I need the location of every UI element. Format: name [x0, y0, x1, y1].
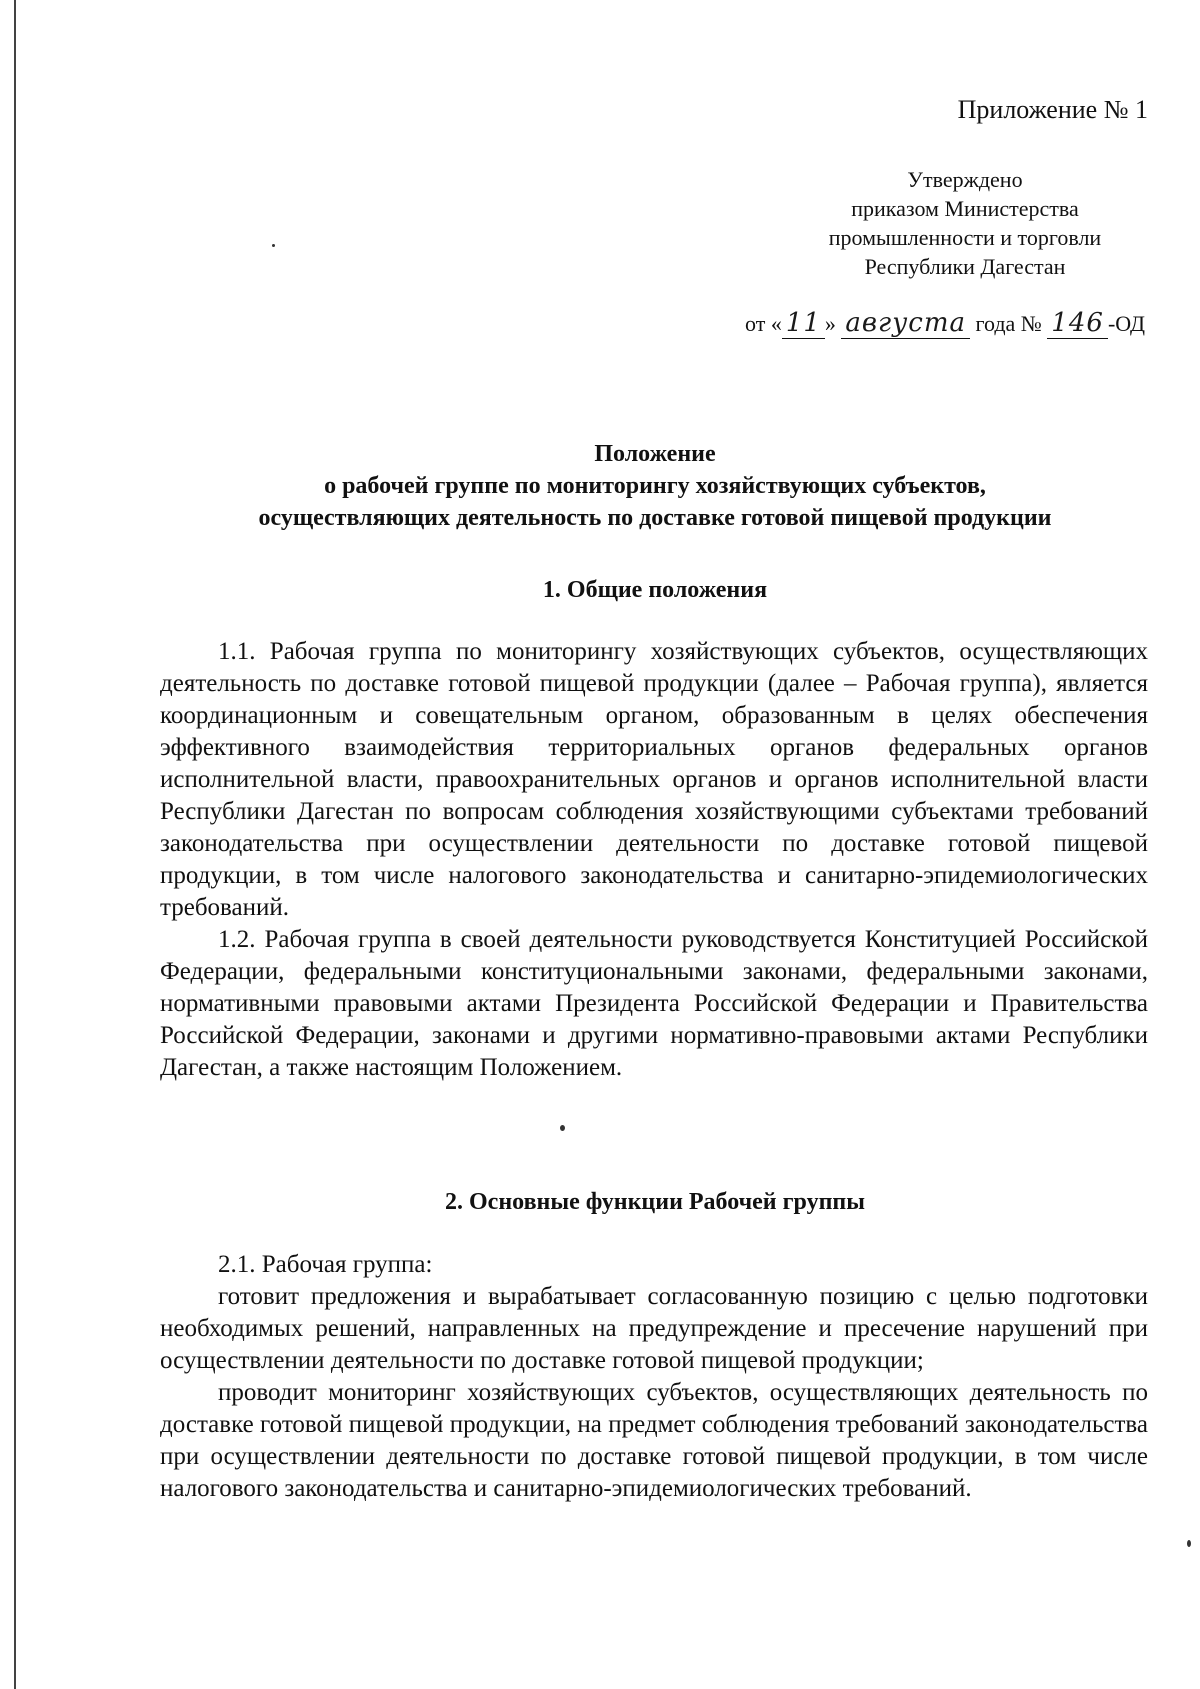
approval-line: промышленности и торговли [828, 225, 1102, 250]
scan-edge-line [14, 0, 16, 1689]
approval-block [780, 165, 1150, 281]
section-body [160, 636, 1148, 1084]
order-month-handwritten: августа [841, 308, 970, 339]
document-title [160, 438, 1150, 534]
scan-speck [272, 244, 275, 247]
paragraph: 2.1. Рабочая группа: [218, 1251, 433, 1278]
order-day-handwritten: 11 [782, 308, 825, 339]
title-line: о рабочей группе по мониторингу хозяйствующих субъектов, [324, 473, 986, 499]
order-date-line [745, 308, 1145, 339]
order-prefix: от « [745, 311, 782, 336]
paragraph: проводит мониторинг хозяйствующих субъектов, осуществляющих деятельность по доставке готовой пищевой продукции, на предмет соблюдения требований законодательства при осуществлении деятельности по доставке готовой пищевой продукции, в том числе налогового законодательства и санитарно-эпидемиологических требований. [160, 1379, 1148, 1502]
scan-speck [560, 1125, 565, 1131]
approval-line: Утверждено [907, 167, 1023, 192]
paragraph: 1.1. Рабочая группа по мониторингу хозяйствующих субъектов, осуществляющих деятельность по доставке готовой пищевой продукции (далее – Рабочая группа), является координационным и совещательным органом, образованным в целях обеспечения эффективного взаимодействия территориальных органов федеральных органов исполнительной власти, правоохранительных органов и органов исполнительной власти Республики Дагестан по вопросам соблюдения хозяйствующими субъектами требований законодательства при осуществлении деятельности по доставке готовой пищевой продукции, в том числе налогового законодательства и санитарно-эпидемиологических требований. [160, 638, 1148, 921]
approval-line: Республики Дагестан [864, 254, 1066, 279]
paragraph: 1.2. Рабочая группа в своей деятельности руководствуется Конституцией Российской Федерации, федеральными конституциональными законами, федеральными законами, нормативными правовыми актами Президента Российской Федерации и Правительства Российской Федерации, законами и другими нормативно-правовыми актами Республики Дагестан, а также настоящим Положением. [160, 926, 1148, 1081]
order-suffix: -ОД [1107, 311, 1146, 336]
section-heading: 1. Общие положения [542, 577, 768, 603]
title-line: осуществляющих деятельность по доставке готовой пищевой продукции [258, 505, 1052, 531]
section-body [160, 1249, 1148, 1505]
order-mid: » [824, 311, 836, 336]
paragraph: готовит предложения и вырабатывает согласованную позицию с целью подготовки необходимых решений, направленных на предупреждение и пресечение нарушений при осуществлении деятельности по доставке готовой пищевой продукции; [160, 1283, 1148, 1374]
scan-speck [1187, 1540, 1191, 1547]
order-year-label: года № [975, 311, 1042, 336]
order-number-handwritten: 146 [1047, 308, 1108, 339]
approval-line: приказом Министерства [851, 196, 1079, 221]
appendix-label: Приложение № 1 [957, 95, 1148, 124]
section-heading: 2. Основные функции Рабочей группы [445, 1189, 865, 1215]
title-line: Положение [594, 441, 716, 467]
